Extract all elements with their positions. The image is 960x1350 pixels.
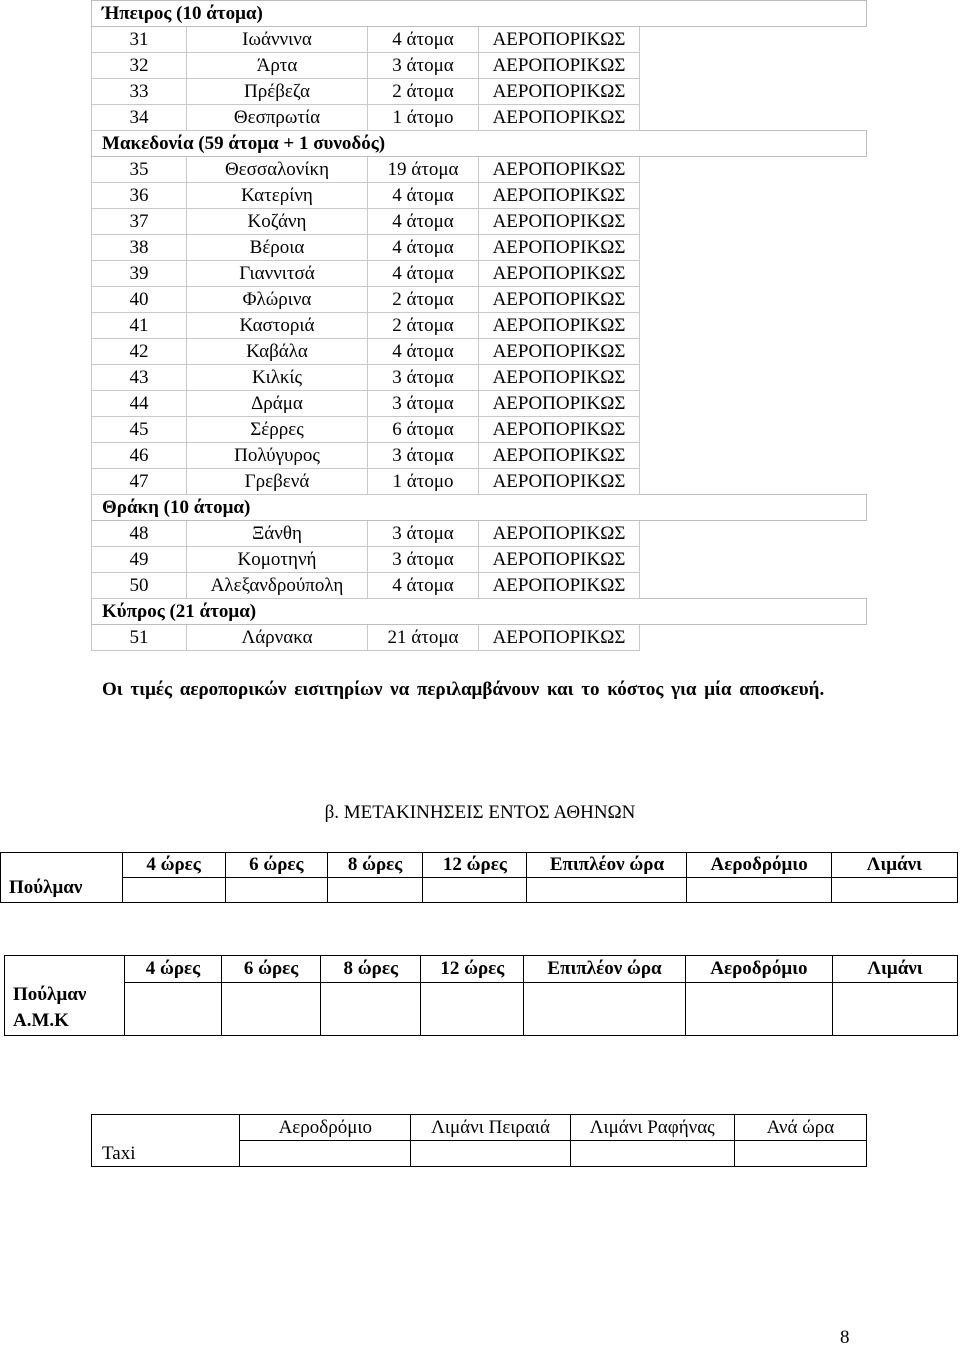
destination-number: 40 <box>92 287 187 313</box>
baggage-note: Οι τιμές αεροπορικών εισιτηρίων να περιλαμβάνουν και το κόστος για μία αποσκευή. <box>102 679 825 700</box>
destination-number: 44 <box>92 391 187 417</box>
pullman-header-cell: Λιμάνι <box>831 853 957 878</box>
pullman-amk-value-cell <box>833 983 958 1036</box>
destination-row <box>92 469 867 495</box>
destination-spacer <box>640 365 867 391</box>
destinations-table-body <box>92 1 867 651</box>
destination-people: 4 άτομα <box>368 27 479 53</box>
pullman-amk-price-table <box>4 955 958 1036</box>
destination-number: 35 <box>92 157 187 183</box>
destination-people: 6 άτομα <box>368 417 479 443</box>
taxi-header-cell: Λιμάνι Πειραιά <box>411 1115 570 1141</box>
destination-people: 1 άτομο <box>368 469 479 495</box>
destination-city: Πρέβεζα <box>187 79 368 105</box>
region-group-title: Ήπειρος (10 άτομα) <box>92 1 867 27</box>
region-group-row <box>92 1 867 27</box>
taxi-value-cell <box>570 1141 734 1167</box>
destination-spacer <box>640 261 867 287</box>
taxi-value-cell <box>411 1141 570 1167</box>
taxi-header-cell: Αεροδρόμιο <box>240 1115 411 1141</box>
destination-mode: ΑΕΡΟΠΟΡΙΚΩΣ <box>479 339 640 365</box>
destination-city: Σέρρες <box>187 417 368 443</box>
destination-city: Φλώρινα <box>187 287 368 313</box>
destination-city: Θεσπρωτία <box>187 105 368 131</box>
destination-row <box>92 521 867 547</box>
destination-row <box>92 547 867 573</box>
destination-row <box>92 339 867 365</box>
destination-number: 43 <box>92 365 187 391</box>
pullman-amk-value-cell <box>421 983 524 1036</box>
pullman-amk-header-cell: 8 ώρες <box>321 956 421 983</box>
destination-number: 33 <box>92 79 187 105</box>
pullman-amk-header-row <box>5 956 958 983</box>
pullman-price-table <box>0 852 958 903</box>
destination-people: 21 άτομα <box>368 625 479 651</box>
destination-spacer <box>640 391 867 417</box>
pullman-header-cell: 4 ώρες <box>122 853 225 878</box>
taxi-value-cell <box>734 1141 866 1167</box>
destination-number: 31 <box>92 27 187 53</box>
destination-number: 51 <box>92 625 187 651</box>
destination-city: Γιαννιτσά <box>187 261 368 287</box>
pullman-header-cell: 12 ώρες <box>423 853 527 878</box>
pullman-amk-value-cell <box>222 983 321 1036</box>
destination-mode: ΑΕΡΟΠΟΡΙΚΩΣ <box>479 183 640 209</box>
destination-mode: ΑΕΡΟΠΟΡΙΚΩΣ <box>479 365 640 391</box>
destination-number: 32 <box>92 53 187 79</box>
destination-row <box>92 27 867 53</box>
destination-city: Ξάνθη <box>187 521 368 547</box>
destination-spacer <box>640 469 867 495</box>
destination-city: Λάρνακα <box>187 625 368 651</box>
destination-people: 2 άτομα <box>368 287 479 313</box>
taxi-header-row <box>92 1115 867 1141</box>
pullman-amk-label-line1: Πούλμαν <box>13 984 87 1005</box>
pullman-value-cell <box>687 878 831 903</box>
destination-spacer <box>640 27 867 53</box>
region-group-row <box>92 495 867 521</box>
destination-row <box>92 105 867 131</box>
destination-people: 4 άτομα <box>368 261 479 287</box>
destination-mode: ΑΕΡΟΠΟΡΙΚΩΣ <box>479 287 640 313</box>
pullman-header-row <box>1 853 958 878</box>
destination-number: 39 <box>92 261 187 287</box>
pullman-header-cell: 8 ώρες <box>327 853 422 878</box>
destination-city: Γρεβενά <box>187 469 368 495</box>
destination-number: 36 <box>92 183 187 209</box>
destination-people: 3 άτομα <box>368 365 479 391</box>
destination-mode: ΑΕΡΟΠΟΡΙΚΩΣ <box>479 625 640 651</box>
destination-city: Κατερίνη <box>187 183 368 209</box>
destination-row <box>92 261 867 287</box>
destination-mode: ΑΕΡΟΠΟΡΙΚΩΣ <box>479 235 640 261</box>
destination-city: Πολύγυρος <box>187 443 368 469</box>
destination-people: 4 άτομα <box>368 573 479 599</box>
destination-row <box>92 287 867 313</box>
destination-number: 46 <box>92 443 187 469</box>
section-heading: β. ΜΕΤΑΚΙΝΗΣΕΙΣ ΕΝΤΟΣ ΑΘΗΝΩΝ <box>324 802 636 823</box>
destination-spacer <box>640 53 867 79</box>
pullman-amk-header-cell: Λιμάνι <box>833 956 958 983</box>
destination-city: Δράμα <box>187 391 368 417</box>
destination-number: 38 <box>92 235 187 261</box>
destination-row <box>92 79 867 105</box>
destination-spacer <box>640 209 867 235</box>
destination-mode: ΑΕΡΟΠΟΡΙΚΩΣ <box>479 469 640 495</box>
destination-people: 3 άτομα <box>368 391 479 417</box>
pullman-amk-value-cell <box>524 983 685 1036</box>
destination-number: 34 <box>92 105 187 131</box>
destination-spacer <box>640 157 867 183</box>
destination-number: 48 <box>92 521 187 547</box>
destination-mode: ΑΕΡΟΠΟΡΙΚΩΣ <box>479 261 640 287</box>
destination-mode: ΑΕΡΟΠΟΡΙΚΩΣ <box>479 391 640 417</box>
destination-city: Βέροια <box>187 235 368 261</box>
destination-people: 4 άτομα <box>368 339 479 365</box>
destination-row <box>92 53 867 79</box>
destination-city: Θεσσαλονίκη <box>187 157 368 183</box>
destination-number: 45 <box>92 417 187 443</box>
pullman-amk-header-cell: 6 ώρες <box>222 956 321 983</box>
destination-people: 3 άτομα <box>368 521 479 547</box>
pullman-amk-value-cell <box>685 983 832 1036</box>
destination-row <box>92 209 867 235</box>
destination-mode: ΑΕΡΟΠΟΡΙΚΩΣ <box>479 105 640 131</box>
region-group-row <box>92 599 867 625</box>
pullman-amk-header-cell: 12 ώρες <box>421 956 524 983</box>
destination-number: 47 <box>92 469 187 495</box>
region-group-title: Θράκη (10 άτομα) <box>92 495 867 521</box>
destination-number: 37 <box>92 209 187 235</box>
pullman-amk-header-cell: Αεροδρόμιο <box>685 956 832 983</box>
destination-row <box>92 417 867 443</box>
destination-city: Καβάλα <box>187 339 368 365</box>
destination-city: Αλεξανδρούπολη <box>187 573 368 599</box>
pullman-value-cell <box>423 878 527 903</box>
destination-row <box>92 365 867 391</box>
pullman-value-cell <box>831 878 957 903</box>
destination-city: Κοζάνη <box>187 209 368 235</box>
destination-spacer <box>640 547 867 573</box>
destination-city: Άρτα <box>187 53 368 79</box>
destination-number: 49 <box>92 547 187 573</box>
taxi-header-cell: Ανά ώρα <box>734 1115 866 1141</box>
region-group-row <box>92 131 867 157</box>
destination-mode: ΑΕΡΟΠΟΡΙΚΩΣ <box>479 573 640 599</box>
destination-spacer <box>640 625 867 651</box>
destination-row <box>92 625 867 651</box>
destination-mode: ΑΕΡΟΠΟΡΙΚΩΣ <box>479 27 640 53</box>
destination-people: 1 άτομο <box>368 105 479 131</box>
destination-mode: ΑΕΡΟΠΟΡΙΚΩΣ <box>479 443 640 469</box>
pullman-value-cell <box>327 878 422 903</box>
destination-mode: ΑΕΡΟΠΟΡΙΚΩΣ <box>479 547 640 573</box>
taxi-header-cell: Λιμάνι Ραφήνας <box>570 1115 734 1141</box>
destination-spacer <box>640 79 867 105</box>
destination-mode: ΑΕΡΟΠΟΡΙΚΩΣ <box>479 417 640 443</box>
pullman-amk-label-line2: Α.Μ.Κ <box>13 1010 69 1031</box>
destination-people: 3 άτομα <box>368 53 479 79</box>
destination-mode: ΑΕΡΟΠΟΡΙΚΩΣ <box>479 209 640 235</box>
pullman-amk-header-cell: Επιπλέον ώρα <box>524 956 685 983</box>
destination-mode: ΑΕΡΟΠΟΡΙΚΩΣ <box>479 521 640 547</box>
destination-people: 4 άτομα <box>368 235 479 261</box>
destination-spacer <box>640 417 867 443</box>
destination-row <box>92 235 867 261</box>
destination-row <box>92 157 867 183</box>
destination-people: 2 άτομα <box>368 79 479 105</box>
pullman-amk-value-cell <box>124 983 221 1036</box>
destination-row <box>92 183 867 209</box>
pullman-amk-value-cell <box>321 983 421 1036</box>
destination-city: Ιωάννινα <box>187 27 368 53</box>
destination-people: 3 άτομα <box>368 547 479 573</box>
destination-spacer <box>640 105 867 131</box>
region-group-title: Μακεδονία (59 άτομα + 1 συνοδός) <box>92 131 867 157</box>
pullman-value-row <box>1 878 958 903</box>
destination-number: 50 <box>92 573 187 599</box>
destination-city: Κομοτηνή <box>187 547 368 573</box>
pullman-value-cell <box>122 878 225 903</box>
destination-city: Καστοριά <box>187 313 368 339</box>
pullman-amk-header-cell: 4 ώρες <box>124 956 221 983</box>
destination-people: 4 άτομα <box>368 183 479 209</box>
destination-spacer <box>640 573 867 599</box>
destination-number: 42 <box>92 339 187 365</box>
destination-spacer <box>640 313 867 339</box>
page-number: 8 <box>840 1327 850 1348</box>
destination-spacer <box>640 183 867 209</box>
destination-people: 19 άτομα <box>368 157 479 183</box>
destination-row <box>92 573 867 599</box>
taxi-row-label: Taxi <box>92 1115 240 1167</box>
destination-spacer <box>640 339 867 365</box>
pullman-header-cell: 6 ώρες <box>225 853 327 878</box>
destination-spacer <box>640 287 867 313</box>
destination-people: 3 άτομα <box>368 443 479 469</box>
destination-spacer <box>640 235 867 261</box>
destination-people: 4 άτομα <box>368 209 479 235</box>
destination-mode: ΑΕΡΟΠΟΡΙΚΩΣ <box>479 79 640 105</box>
destination-people: 2 άτομα <box>368 313 479 339</box>
destination-row <box>92 443 867 469</box>
pullman-amk-row-label <box>5 956 125 1036</box>
pullman-header-cell: Αεροδρόμιο <box>687 853 831 878</box>
destination-spacer <box>640 521 867 547</box>
destination-row <box>92 313 867 339</box>
destinations-table <box>91 0 867 651</box>
destination-spacer <box>640 443 867 469</box>
taxi-value-cell <box>240 1141 411 1167</box>
destination-number: 41 <box>92 313 187 339</box>
pullman-value-cell <box>527 878 687 903</box>
destination-row <box>92 391 867 417</box>
pullman-amk-value-row <box>5 983 958 1036</box>
pullman-header-cell: Επιπλέον ώρα <box>527 853 687 878</box>
destination-mode: ΑΕΡΟΠΟΡΙΚΩΣ <box>479 53 640 79</box>
pullman-value-cell <box>225 878 327 903</box>
destination-mode: ΑΕΡΟΠΟΡΙΚΩΣ <box>479 157 640 183</box>
region-group-title: Κύπρος (21 άτομα) <box>92 599 867 625</box>
taxi-price-table <box>91 1114 867 1167</box>
pullman-row-label: Πούλμαν <box>1 853 123 903</box>
destination-mode: ΑΕΡΟΠΟΡΙΚΩΣ <box>479 313 640 339</box>
destination-city: Κιλκίς <box>187 365 368 391</box>
